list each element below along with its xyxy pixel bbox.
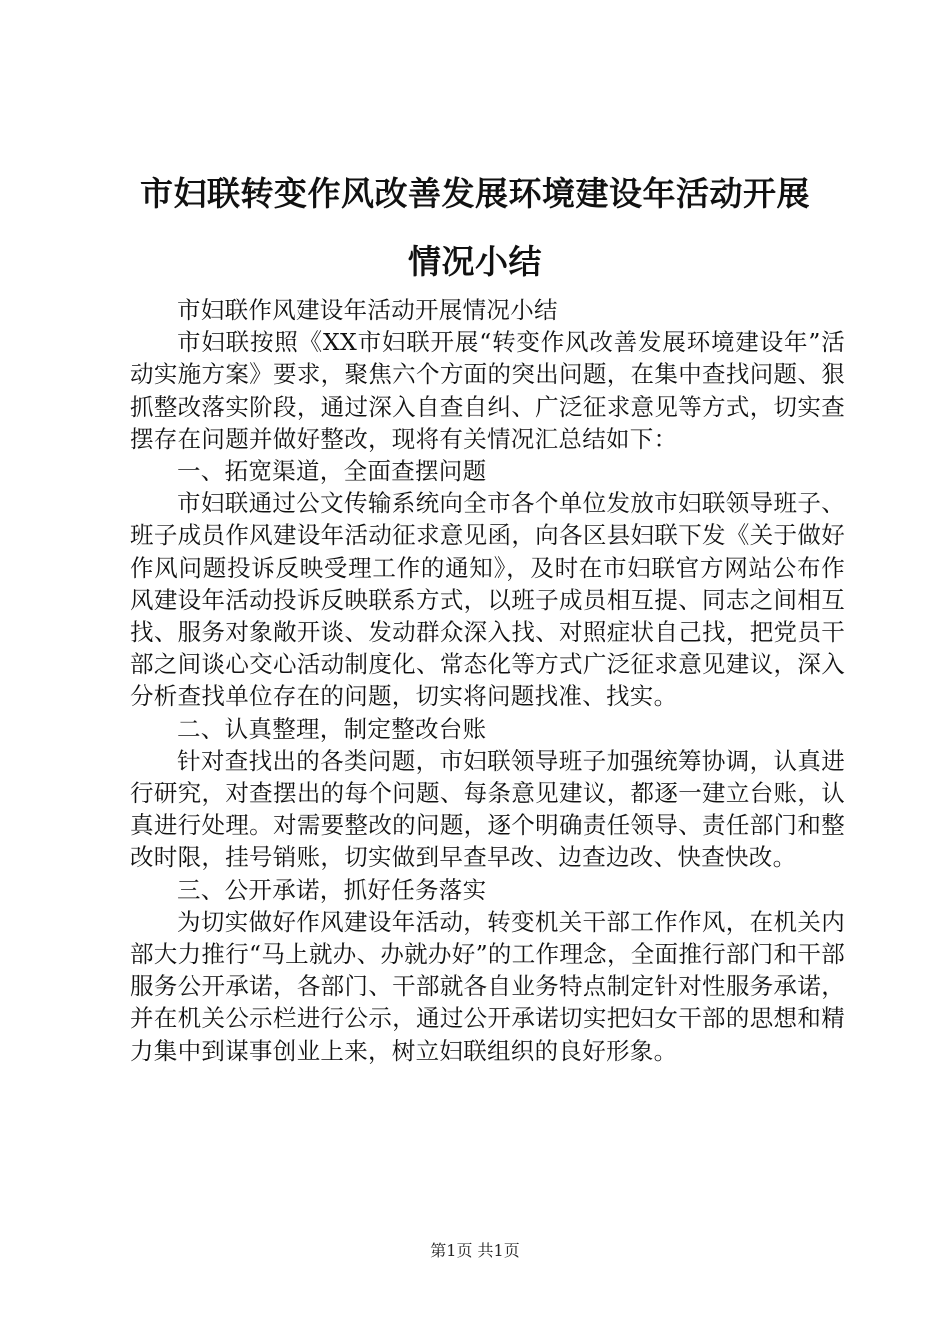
subtitle-paragraph: 市妇联作风建设年活动开展情况小结 — [177, 296, 558, 324]
section-heading-1: 一、拓宽渠道，全面查摆问题 — [177, 457, 487, 486]
section-1-paragraph: 市妇联通过公文传输系统向全市各个单位发放市妇联领导班子、班子成员作风建设年活动征求意见函，向各区县妇联下发《关于做好作风问题投诉反映受理工作的通知》，及时在市妇联官方网站公布作风建设年活动投诉反映联系方式，以班子成员相互提、同志之间相互找、服务对象敞开谈、发动群众深入找、对照症状自己找，把党员干部之间谈心交心活动制度化、常态化等方式广泛征求意见建议，深入分析查找单位存在的问题，切实将问题找准、找实。 — [130, 489, 845, 711]
page-footer: 第1页 共1页 — [430, 1241, 520, 1260]
title-line-1: 市妇联转变作风改善发展环境建设年活动开展 — [140, 174, 810, 213]
section-heading-2: 二、认真整理，制定整改台账 — [177, 714, 487, 743]
title-line-2: 情况小结 — [408, 242, 542, 281]
document-body — [130, 294, 845, 1067]
intro-paragraph: 市妇联按照《XX市妇联开展“转变作风改善发展环境建设年”活动实施方案》要求，聚焦六个方面的突出问题，在集中查找问题、狠抓整改落实阶段，通过深入自查自纠、广泛征求意见等方式，切实查摆存在问题并做好整改，现将有关情况汇总结如下： — [130, 328, 845, 453]
document-title — [100, 160, 850, 296]
section-2-paragraph: 针对查找出的各类问题，市妇联领导班子加强统筹协调，认真进行研究，对查摆出的每个问题、每条意见建议，都逐一建立台账，认真进行处理。对需要整改的问题，逐个明确责任领导、责任部门和整改时限，挂号销账，切实做到早查早改、边查边改、快查快改。 — [130, 746, 845, 872]
section-3-paragraph: 为切实做好作风建设年活动，转变机关干部工作作风，在机关内部大力推行“马上就办、办就办好”的工作理念，全面推行部门和干部服务公开承诺，各部门、干部就各自业务特点制定针对性服务承诺，并在机关公示栏进行公示，通过公开承诺切实把妇女干部的思想和精力集中到谋事创业上来，树立妇联组织的良好形象。 — [130, 907, 845, 1065]
section-heading-3: 三、公开承诺，抓好任务落实 — [177, 875, 487, 904]
